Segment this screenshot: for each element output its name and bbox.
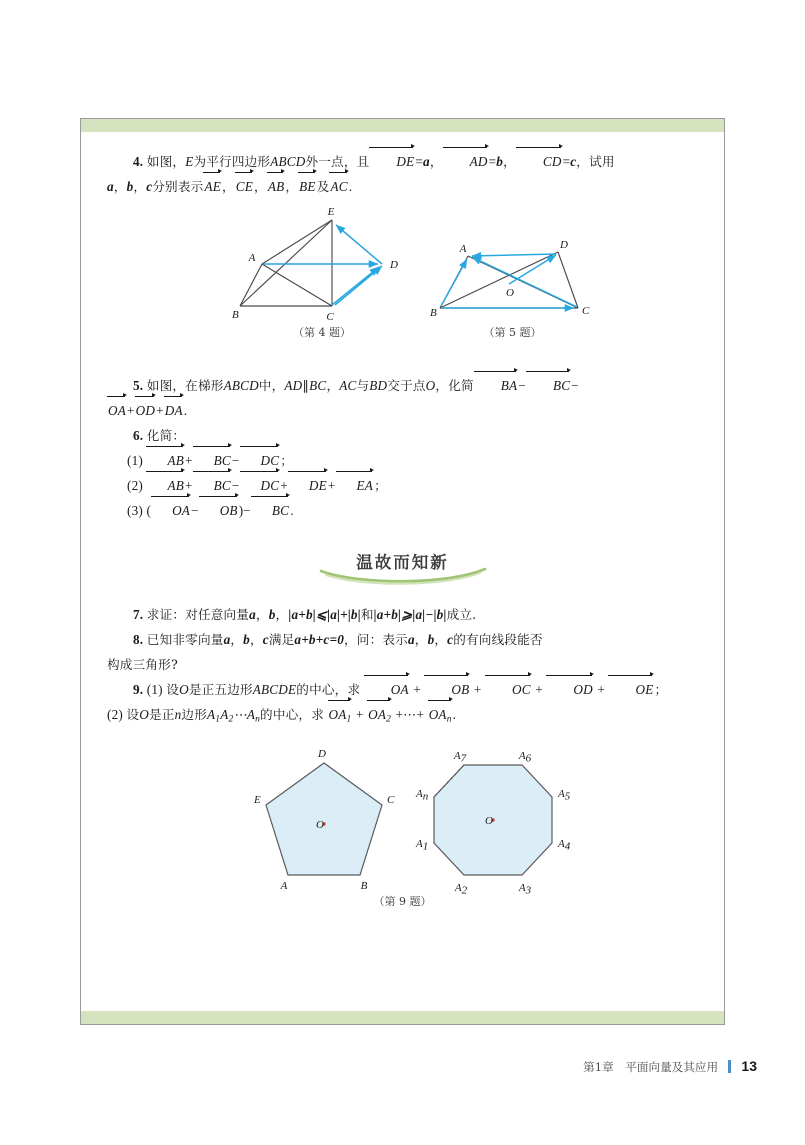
p8-t4: 的有向线段能否 <box>453 632 543 648</box>
vector-AD: AD <box>443 150 489 174</box>
p4-eq2: = <box>488 154 497 169</box>
pentagon-label-O: O <box>316 818 324 831</box>
p9-1-end: ； <box>654 682 668 698</box>
p5-O: O <box>425 378 436 394</box>
p4-period: . <box>348 179 353 195</box>
p5-t5: 交于点 <box>387 378 426 394</box>
p4-l2-c2: ， <box>254 179 267 195</box>
p4-l2-c3: ， <box>285 179 299 195</box>
p6-3-paren-close: ) <box>238 503 244 519</box>
p6-2-v2: BC <box>193 474 232 498</box>
p6-1-v1: AB <box>146 449 185 473</box>
p6-2-v4: DE <box>288 474 328 498</box>
octagon-label-A5: A5 <box>558 787 571 803</box>
p7-t2: 和 <box>360 607 374 623</box>
p9-1-v5: OE <box>608 678 654 702</box>
p9-1-v2: OB <box>424 678 470 702</box>
p9-2-op1: + <box>355 707 364 723</box>
p8-c3: ， <box>414 632 428 648</box>
p6-3-v2: OB <box>199 499 239 523</box>
pentagon-label-D: D <box>318 747 326 760</box>
p8-c2: ， <box>249 632 263 648</box>
p8-equation: a+b+c=0 <box>294 632 344 648</box>
p8-b2: b <box>427 632 435 648</box>
fig4-label-B: B <box>232 309 239 322</box>
vector-OD: OD <box>135 399 156 423</box>
p4-t2: 为平行四边形 <box>193 154 271 169</box>
p7-inequality-1: |a+b|⩽|a|+|b| <box>288 607 361 623</box>
section-heading-text: 温故而知新 <box>356 553 449 573</box>
problem-9-number: 9. <box>133 682 144 698</box>
p7-c2: ， <box>275 607 289 623</box>
p9-1-op4: + <box>597 682 605 698</box>
p4-eq1: = <box>415 154 424 169</box>
p9-2-n: n <box>174 707 182 723</box>
fig4-blue-arrows <box>263 225 382 305</box>
fig5-blue-arrows <box>441 254 577 308</box>
vector-CE: CE <box>235 175 254 199</box>
p9-2-label: (2) <box>107 707 123 723</box>
p4-b: b <box>496 154 504 169</box>
p8-a: a <box>223 632 231 648</box>
p7-t3: 成立. <box>446 607 477 623</box>
p5-ABCD: ABCD <box>223 378 259 394</box>
p9-2-v1: OA1 <box>328 703 353 729</box>
pentagon-label-A: A <box>280 879 288 892</box>
vector-BE: BE <box>298 175 317 199</box>
p4-l2-c: c <box>146 179 153 195</box>
p4-l2-and: 及 <box>316 179 330 195</box>
p5-t6: ，化简 <box>435 378 474 394</box>
octagon-svg <box>412 741 577 896</box>
octagon-label-A2: A2 <box>454 881 468 896</box>
p5-period: . <box>183 403 188 419</box>
p6-2-op3: + <box>280 478 288 494</box>
fig4-label-A: A <box>248 252 256 265</box>
p5-t2: 中， <box>258 378 285 394</box>
figure-5 <box>430 234 595 340</box>
p9-1-op1: + <box>413 682 421 698</box>
p6-1-op1: + <box>185 453 193 469</box>
section-heading-underline <box>318 567 488 589</box>
vector-AC: AC <box>329 175 348 199</box>
vector-AE: AE <box>203 175 222 199</box>
vector-CD: CD <box>516 150 563 174</box>
p5-t3: ， <box>326 378 340 394</box>
p7-a: a <box>249 607 256 623</box>
page-content <box>81 132 724 1013</box>
problem-6-number: 6. <box>133 428 144 444</box>
p8-t2: 满足 <box>268 632 295 648</box>
figure-5-svg <box>430 234 595 326</box>
problem-6-heading <box>107 424 698 448</box>
p4-c3: ，试用 <box>576 154 615 169</box>
p4-eq3: = <box>562 154 571 169</box>
problem-9-item-1 <box>107 678 698 702</box>
problem-6-item-1 <box>107 449 698 473</box>
figure-9-caption: （第 9 题） <box>373 894 432 908</box>
p9-1-ABCDE: ABCDE <box>252 682 297 698</box>
p5-AD: AD <box>284 378 303 394</box>
octagon-label-A6: A6 <box>518 749 532 765</box>
p6-3-v3: BC <box>251 499 290 523</box>
fig5-label-D: D <box>560 239 568 252</box>
p6-2-v5: EA <box>336 474 375 498</box>
p8-b: b <box>243 632 250 648</box>
p5-minus1: − <box>518 378 526 394</box>
p4-l2-s2: ， <box>133 179 147 195</box>
pentagon-label-B: B <box>360 879 368 892</box>
p8-a2: a <box>407 632 415 648</box>
p5-minus2: − <box>571 378 579 394</box>
p4-t1: 如图， <box>146 154 186 169</box>
p6-1-end: ； <box>280 453 294 469</box>
p7-b: b <box>268 607 276 623</box>
p5-plus2: + <box>156 403 164 419</box>
footer-page-number: 13 <box>741 1058 757 1074</box>
problem-8-text <box>107 628 698 652</box>
octagon-label-An: An <box>416 787 429 803</box>
fig5-label-C: C <box>582 305 590 318</box>
p6-1-op2: − <box>231 453 240 469</box>
fig4-label-C: C <box>326 311 334 324</box>
figure-5-caption: （第 5 题） <box>483 326 542 340</box>
p6-3-paren-open: ( <box>146 503 152 519</box>
p9-2-v2: OA2 <box>367 703 392 729</box>
p6-2-end: ； <box>374 478 387 494</box>
footer-separator <box>728 1060 731 1073</box>
p5-BC: BC <box>309 378 327 394</box>
p5-BD: BD <box>369 378 388 394</box>
p9-1-v4: OD <box>546 678 593 702</box>
vector-AB: AB <box>267 175 286 199</box>
figure-4 <box>232 206 412 340</box>
problem-7-number: 7. <box>133 607 144 623</box>
p6-3-end: . <box>290 503 294 519</box>
problem-4-text-line2 <box>107 175 698 199</box>
p4-c1: ， <box>429 154 443 169</box>
problem-5-text <box>107 374 698 398</box>
section-heading-block <box>107 537 698 603</box>
problem-5-text-line2 <box>107 399 698 423</box>
p6-2-v1: AB <box>146 474 185 498</box>
p9-1-O: O <box>179 682 189 698</box>
octagon-label-A1: A1 <box>416 837 429 853</box>
p8-c1: ， <box>230 632 244 648</box>
p4-a: a <box>423 154 430 169</box>
problem-5-number: 5. <box>133 378 144 394</box>
p5-plus1: + <box>126 403 135 419</box>
vector-BA: BA <box>474 374 519 398</box>
fig5-label-B: B <box>430 307 437 320</box>
fig5-label-O: O <box>506 287 514 300</box>
pentagon-shape <box>266 763 382 875</box>
p5-parallel-symbol: ∥ <box>302 378 310 394</box>
fig5-black-edges <box>440 252 578 308</box>
pentagon-svg <box>252 741 397 896</box>
p6-2-op2: − <box>231 478 240 494</box>
p9-1-v3: OC <box>485 678 532 702</box>
pentagon-label-E: E <box>254 793 261 806</box>
octagon-label-A3: A3 <box>518 881 532 896</box>
p6-2-v3: DC <box>240 474 281 498</box>
vector-OA: OA <box>107 399 127 423</box>
page-footer <box>0 1058 805 1075</box>
vector-DA: DA <box>164 399 184 423</box>
p4-l2-t: 分别表示 <box>152 179 204 195</box>
p6-3-op2: − <box>243 503 251 519</box>
p6-3-v1: OA <box>151 499 191 523</box>
p6-2-op4: + <box>327 478 336 494</box>
octagon-label-O: O <box>485 814 493 827</box>
p9-1-label: (1) <box>146 682 163 698</box>
problem-8-text-line2 <box>107 653 698 677</box>
figure-row-4-5 <box>107 200 698 360</box>
p4-t3: 外一点，且 <box>305 154 370 169</box>
p4-l2-a: a <box>107 179 114 195</box>
p6-1-label: (1) <box>127 453 143 469</box>
figure-4-caption: （第 4 题） <box>293 326 351 340</box>
p9-2-polygon: A1A2⋯An <box>207 707 261 725</box>
p9-2-t1: 设 <box>126 707 140 723</box>
p4-l2-c1: ， <box>221 179 235 195</box>
figure-9-pentagon <box>252 741 397 901</box>
p9-2-t2: 是正 <box>149 707 175 723</box>
p8-c4: ， <box>434 632 448 648</box>
problem-7-text <box>107 603 698 627</box>
problem-4-text <box>107 150 698 174</box>
p5-AC: AC <box>339 378 357 394</box>
p6-2-op1: + <box>185 478 193 494</box>
fig5-label-A: A <box>459 243 467 256</box>
problem-6-item-2 <box>107 474 698 498</box>
problem-9-item-2 <box>107 703 698 729</box>
figure-row-9 <box>107 741 698 921</box>
octagon-label-A4: A4 <box>558 837 571 853</box>
octagon-label-A7: A7 <box>453 749 467 765</box>
p7-inequality-2: |a+b|⩾|a|−|b| <box>373 607 447 623</box>
p8-t3: ，问：表示 <box>344 632 408 648</box>
p6-1-v2: BC <box>193 449 232 473</box>
p8-c2b: c <box>447 632 454 648</box>
p4-ABCD: ABCD <box>270 154 306 169</box>
p9-2-op2: +⋯+ <box>395 707 425 723</box>
textbook-page <box>80 118 725 1025</box>
p8-t5: 构成三角形? <box>107 657 178 673</box>
p8-c: c <box>262 632 269 648</box>
fig4-label-E: E <box>327 206 335 219</box>
p9-2-end: . <box>452 707 457 723</box>
problem-4-number: 4. <box>133 154 144 169</box>
p4-c: c <box>570 154 577 169</box>
p9-1-v1: OA <box>364 678 410 702</box>
p9-2-O: O <box>139 707 150 723</box>
p5-t1: 如图，在梯形 <box>146 378 224 394</box>
problem-8-number: 8. <box>133 632 144 648</box>
p4-l2-s1: ， <box>113 179 127 195</box>
p6-3-label: (3) <box>127 503 143 519</box>
pentagon-label-C: C <box>387 793 395 806</box>
vector-BC: BC <box>526 374 571 398</box>
fig4-label-D: D <box>390 259 398 272</box>
p9-2-t4: 的中心，求 <box>260 707 325 723</box>
figure-9-octagon <box>412 741 577 901</box>
p8-t1: 已知非零向量 <box>146 632 224 648</box>
p4-c2: ， <box>503 154 516 169</box>
p9-1-t1: 设 <box>166 682 180 698</box>
p9-1-t3: 的中心，求 <box>296 682 361 698</box>
footer-chapter-title: 第1章 平面向量及其应用 <box>583 1060 719 1074</box>
p9-2-t3: 边形 <box>181 707 207 723</box>
figure-4-svg <box>232 206 412 326</box>
p9-1-op2: + <box>473 682 482 698</box>
p4-E: E <box>185 154 194 169</box>
p5-t4: 与 <box>356 378 370 394</box>
p6-3-op1: − <box>191 503 199 519</box>
p6-2-label: (2) <box>127 478 143 494</box>
problem-6-title: 化简： <box>146 428 186 444</box>
p9-2-v3: OAn <box>428 703 453 729</box>
p6-1-v3: DC <box>240 449 281 473</box>
problem-6-item-3 <box>107 499 698 523</box>
vector-DE: DE <box>369 150 415 174</box>
p4-l2-b: b <box>126 179 134 195</box>
page-top-band <box>81 119 724 132</box>
p7-t1: 求证：对任意向量 <box>146 607 250 623</box>
p7-c1: ， <box>255 607 269 623</box>
p9-1-t2: 是正五边形 <box>188 682 253 698</box>
p9-1-op3: + <box>535 682 543 698</box>
